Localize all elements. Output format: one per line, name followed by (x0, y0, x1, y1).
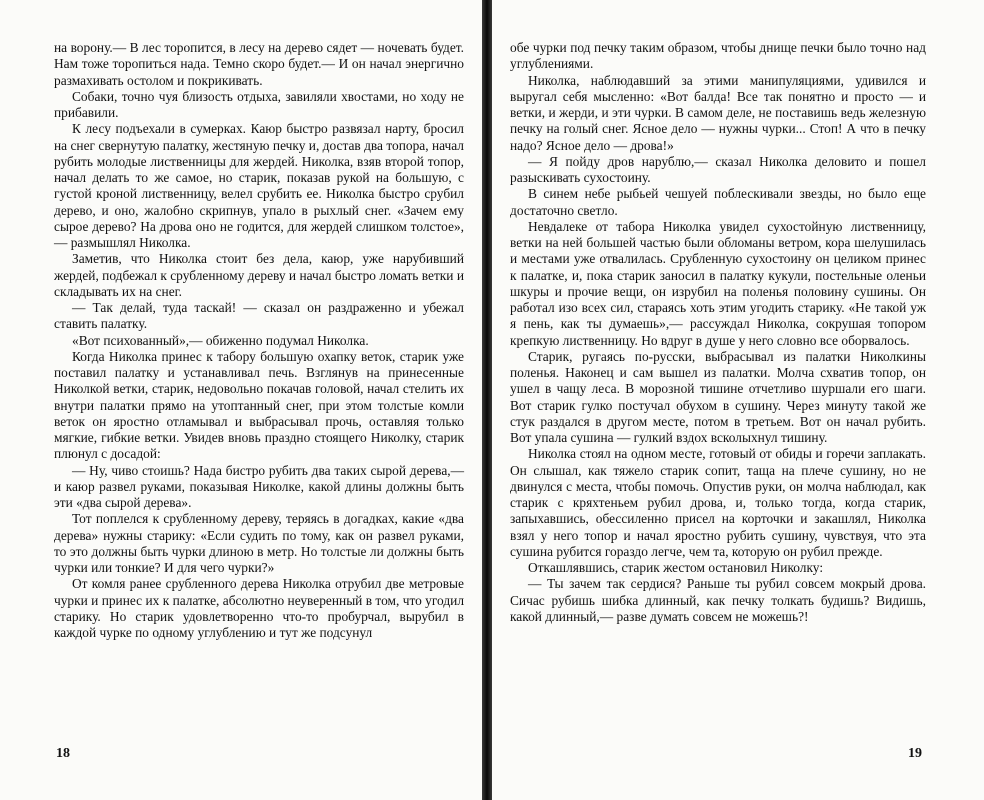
paragraph: В синем небе рыбьей чешуей поблескивали звезды, но было еще достаточно светло. (510, 186, 926, 218)
page-number: 18 (56, 746, 70, 761)
right-page-body (510, 40, 926, 625)
paragraph: «Вот психованный»,— обиженно подумал Николка. (72, 332, 369, 348)
paragraph: Заметив, что Николка стоит без дела, каюр, уже нарубивший жердей, подбежал к срубленному дереву и начал быстро ломать ветки и складывать их на снег. (54, 251, 464, 299)
paragraph: От комля ранее срубленного дерева Николка отрубил две метровые чурки и принес их к палатке, абсолютно неуверенный в том, что угодил старику. Но старик удовлетворенно что-то пробурчал, вырубил в каждой чурке по одному углублению и тут же подсунул (54, 576, 464, 640)
paragraph: обе чурки под печку таким образом, чтобы днище печки было точно над углублениями. (510, 40, 926, 72)
paragraph: К лесу подъехали в сумерках. Каюр быстро развязал нарту, бросил на снег свернутую палатку, жестяную печку и, достав два топора, начал рубить молодые лиственницы для жердей. Николка, взяв второй топор, начал делать то же самое, но старик, показав рукой на большую, с густой кроной лиственницу, велел срубить ее. Николка быстро срубил дерево, и оно, жалобно скрипнув, упало в рыхлый снег. «Зачем ему сырое дерево? На дрова оно не годится, для жердей слишком толстое»,— размышлял Николка. (54, 121, 464, 250)
paragraph: Невдалеке от табора Николка увидел сухостойную лиственницу, ветки на ней большей частью были обломаны ветром, кора шелушилась и местами уже отвалилась. Срубленную сухостоину он целиком принес к палатке, и, пока старик заносил в палатку кукули, постельные оленьи шкуры и прочие вещи, он изрубил на поленья половину сушины. Он работал изо всех сил, стараясь хоть этим угодить старику. «Не такой уж я пень, как ты думаешь»,— рассуждал Николка, сокрушая топором крепкую лиственницу. Но вдруг в душе у него словно все оборвалось. (510, 218, 926, 348)
left-page-body (54, 40, 464, 641)
paragraph: Собаки, точно чуя близость отдыха, завиляли хвостами, но ходу не прибавили. (54, 88, 464, 120)
left-page (0, 0, 482, 800)
paragraph: Николка стоял на одном месте, готовый от обиды и горечи заплакать. Он слышал, как тяжело старик сопит, таща на плече сушину, но не двинулся с места, чтобы помочь. Опустив руки, он молча наблюдал, как старик с кряхтеньем рубил дрова, и, только тогда, когда старик, запыхавшись, обессиленно присел на корточки и закашлял, Николка взял у него топор и начал яростно рубить сушину, чувствуя, что эта сушина рубится гораздо легче, чем та, которую он рубил прежде. (510, 446, 926, 559)
paragraph: Откашлявшись, старик жестом остановил Николку: (528, 560, 824, 575)
paragraph: — Я пойду дров нарублю,— сказал Николка деловито и пошел разыскивать сухостоину. (510, 153, 926, 185)
paragraph: Старик, ругаясь по-русски, выбрасывал из палатки Николкины поленья. Наконец и сам вышел из палатки. Молча схватив топор, он ушел в чащу леса. В морозной тишине отчетливо шуршали его шаги. Вот старик гулко постучал обухом в сушину. Через минуту такой же стук раздался в другом месте, потом в третьем. Вот он начал рубить. Вот упала сушина — гулкий вздох всколыхнул тишину. (510, 348, 926, 445)
paragraph: — Ну, чиво стоишь? Нада бистро рубить два таких сырой дерева,— и каюр развел руками, показывая Николке, какой длины должны быть эти «два сырой дерева». (54, 462, 464, 510)
paragraph: — Ты зачем так сердися? Раньше ты рубил совсем мокрый дрова. Сичас рубишь шибка длинный, как печку толкать будишь? Видишь, какой длинный,— разве думать совсем не можешь?! (510, 576, 926, 624)
paragraph: — Так делай, туда таскай! — сказал он раздраженно и убежал ставить палатку. (54, 300, 464, 332)
paragraph: Николка, наблюдавший за этими манипуляциями, удивился и выругал себя мысленно: «Вот балда! Все так понятно и просто — и ветки, и жерди, и эти чурки. В самом деле, не поставишь ведь железную печку на голый снег. Ясное дело — нужны чурки... Стоп! А что в печку надо? Ясное дело — дрова!» (510, 72, 926, 153)
page-number: 19 (908, 746, 922, 761)
paragraph: Когда Николка принес к табору большую охапку веток, старик уже поставил палатку и устанавливал печь. Взглянув на принесенные Николкой ветки, старик, недовольно покачав головой, начал стелить их внутри палатки прямо на утоптанный снег, при этом толстые комли веток он яростно отламывал и выбрасывал прочь, оставляя только мягкие, гибкие ветки. Увидев вновь праздно стоящего Николку, старик плюнул с досадой: (54, 348, 464, 462)
book-gutter (482, 0, 492, 800)
paragraph: Тот поплелся к срубленному дереву, теряясь в догадках, какие «два дерева» нужны старику: «Если судить по тому, как он развел руками, то это должны быть чурки длиною в метр. Но толстые ли должны быть чурки или тонкие? И для чего чурки?» (54, 511, 464, 575)
paragraph: на ворону.— В лес торопится, в лесу на дерево сядет — ночевать будет. Нам тоже торопиться нада. Темно скоро будет.— И он начал энергично размахивать остолом и покрикивать. (54, 40, 464, 88)
right-page (492, 0, 984, 800)
